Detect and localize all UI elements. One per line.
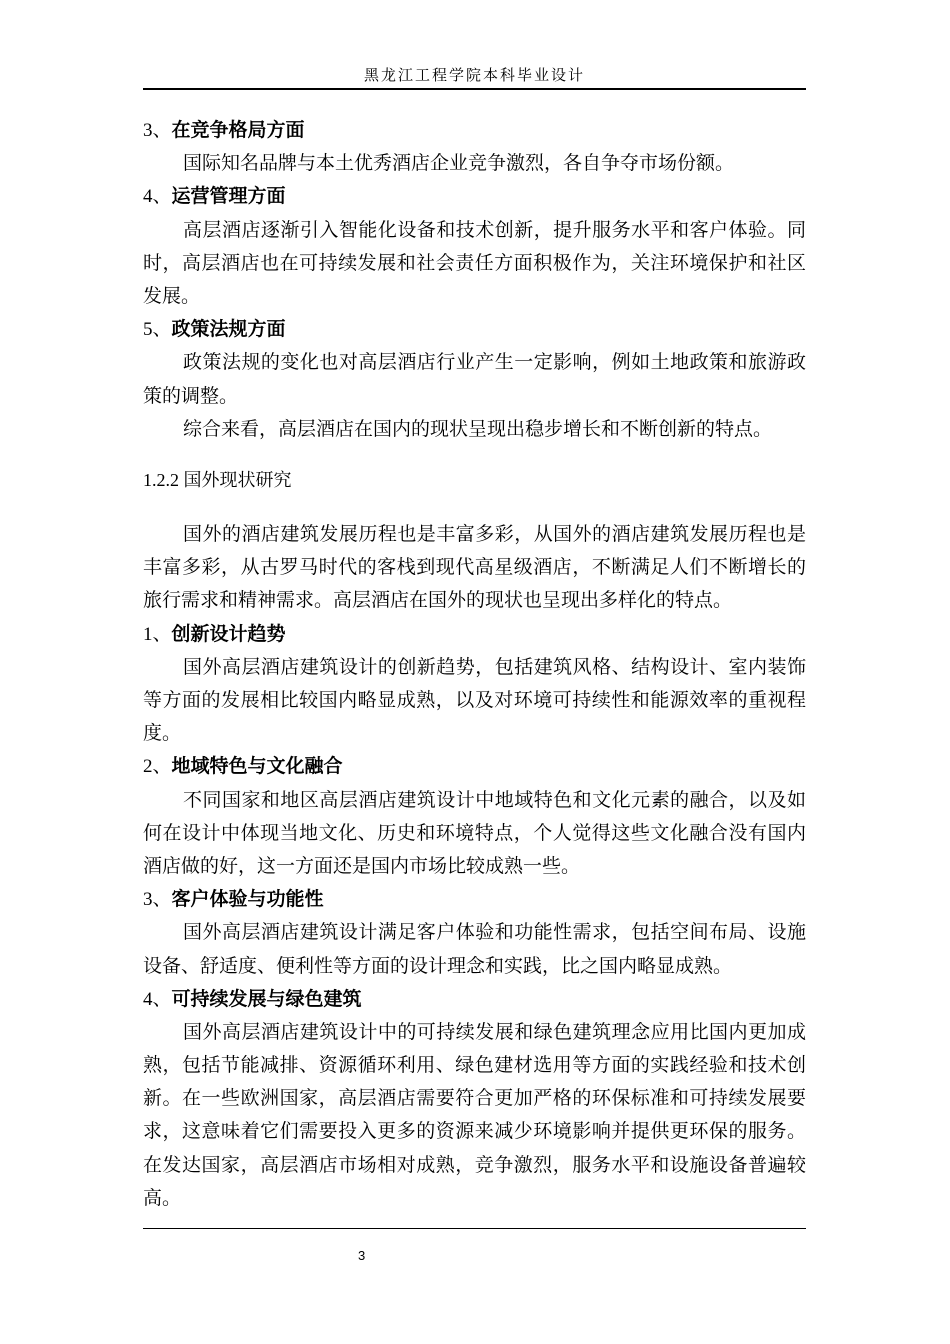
paragraph [143, 346, 806, 412]
subheading-text: 政策法规方面 [171, 319, 286, 341]
page-number: 3 [358, 1248, 366, 1263]
paragraph [143, 147, 806, 180]
subheading-number: 5、 [143, 319, 172, 341]
subheading [143, 883, 806, 916]
paragraph-line: 新。在一些欧洲国家，高层酒店需要符合更加严格的环保标准和可持续发展要 [143, 1088, 806, 1110]
paragraph [143, 784, 806, 884]
paragraph-line: 熟，包括节能减排、资源循环利用、绿色建材选用等方面的实践经验和技术创 [143, 1055, 806, 1077]
subheading-text: 运营管理方面 [171, 186, 286, 208]
section-heading: 1.2.2 国外现状研究 [143, 469, 292, 490]
paragraph-line: 何在设计中体现当地文化、历史和环境特点，个人觉得这些文化融合没有国内 [143, 822, 806, 844]
page-header-title: 黑龙江工程学院本科毕业设计 [363, 68, 585, 84]
paragraph-line: 策的调整。 [143, 385, 239, 407]
paragraph [143, 916, 806, 982]
subheading [143, 750, 806, 783]
subheading-text: 地域特色与文化融合 [171, 756, 343, 778]
subheading-number: 1、 [143, 623, 172, 645]
paragraph-line: 等方面的发展相比较国内略显成熟，以及对环境可持续性和能源效率的重视程 [143, 690, 806, 711]
paragraph-line: 国外高层酒店建筑设计中的可持续发展和绿色建筑理念应用比国内更加成 [183, 1021, 806, 1043]
paragraph-line: 综合来看，高层酒店在国内的现状呈现出稳步增长和不断创新的特点。 [183, 418, 773, 440]
subheading-text: 在竞争格局方面 [171, 120, 305, 141]
subheading-number: 3、 [143, 889, 172, 911]
subheading-text: 可持续发展与绿色建筑 [171, 988, 362, 1010]
subheading-text: 客户体验与功能性 [171, 889, 324, 911]
paragraph-line: 国外高层酒店建筑设计满足客户体验和功能性需求，包括空间布局、设施 [183, 922, 806, 944]
paragraph [143, 651, 806, 751]
paragraph-line: 旅行需求和精神需求。高层酒店在国外的现状也呈现出多样化的特点。 [143, 590, 733, 612]
paragraph-line: 高层酒店逐渐引入智能化设备和技术创新，提升服务水平和客户体验。同 [183, 219, 806, 241]
paragraph-line: 丰富多彩，从古罗马时代的客栈到现代高星级酒店，不断满足人们不断增长的 [143, 557, 806, 579]
subheading-number: 3、 [143, 120, 172, 141]
paragraph-line: 国际知名品牌与本土优秀酒店企业竞争激烈，各自争夺市场份额。 [183, 153, 735, 175]
subheading-number: 4、 [143, 186, 172, 208]
paragraph-line: 不同国家和地区高层酒店建筑设计中地域特色和文化元素的融合，以及如 [183, 789, 806, 811]
paragraph [143, 214, 806, 314]
subheading [143, 618, 806, 651]
paragraph-line: 度。 [143, 723, 182, 745]
paragraph-line: 政策法规的变化也对高层酒店行业产生一定影响，例如土地政策和旅游政 [183, 352, 806, 374]
document-body [143, 114, 806, 1215]
subheading-number: 2、 [143, 756, 172, 778]
paragraph-line: 酒店做的好，这一方面还是国内市场比较成熟一些。 [143, 855, 581, 877]
subheading [143, 983, 806, 1016]
subheading [143, 313, 806, 346]
paragraph-line: 发展。 [143, 285, 201, 307]
paragraph [143, 1016, 806, 1215]
paragraph-line: 国外高层酒店建筑设计的创新趋势，包括建筑风格、结构设计、室内装饰 [183, 656, 806, 678]
subheading-text: 创新设计趋势 [171, 623, 286, 645]
subheading-number: 4、 [143, 988, 172, 1010]
paragraph-line: 设备、舒适度、便利性等方面的设计理念和实践，比之国内略显成熟。 [143, 955, 733, 977]
paragraph-line: 时，高层酒店也在可持续发展和社会责任方面积极作为，关注环境保护和社区 [143, 252, 806, 274]
subheading [143, 180, 806, 213]
header-rule [143, 88, 806, 90]
paragraph [143, 413, 806, 446]
paragraph-line: 求，这意味着它们需要投入更多的资源来减少环境影响并提供更环保的服务。 [143, 1121, 806, 1143]
subheading [143, 114, 806, 147]
paragraph-line: 高。 [143, 1187, 182, 1209]
footer-rule [143, 1228, 806, 1229]
paragraph [143, 518, 806, 618]
paragraph-line: 国外的酒店建筑发展历程也是丰富多彩，从国外的酒店建筑发展历程也是 [183, 524, 806, 546]
paragraph-line: 在发达国家，高层酒店市场相对成熟，竞争激烈，服务水平和设施设备普遍较 [143, 1154, 806, 1176]
